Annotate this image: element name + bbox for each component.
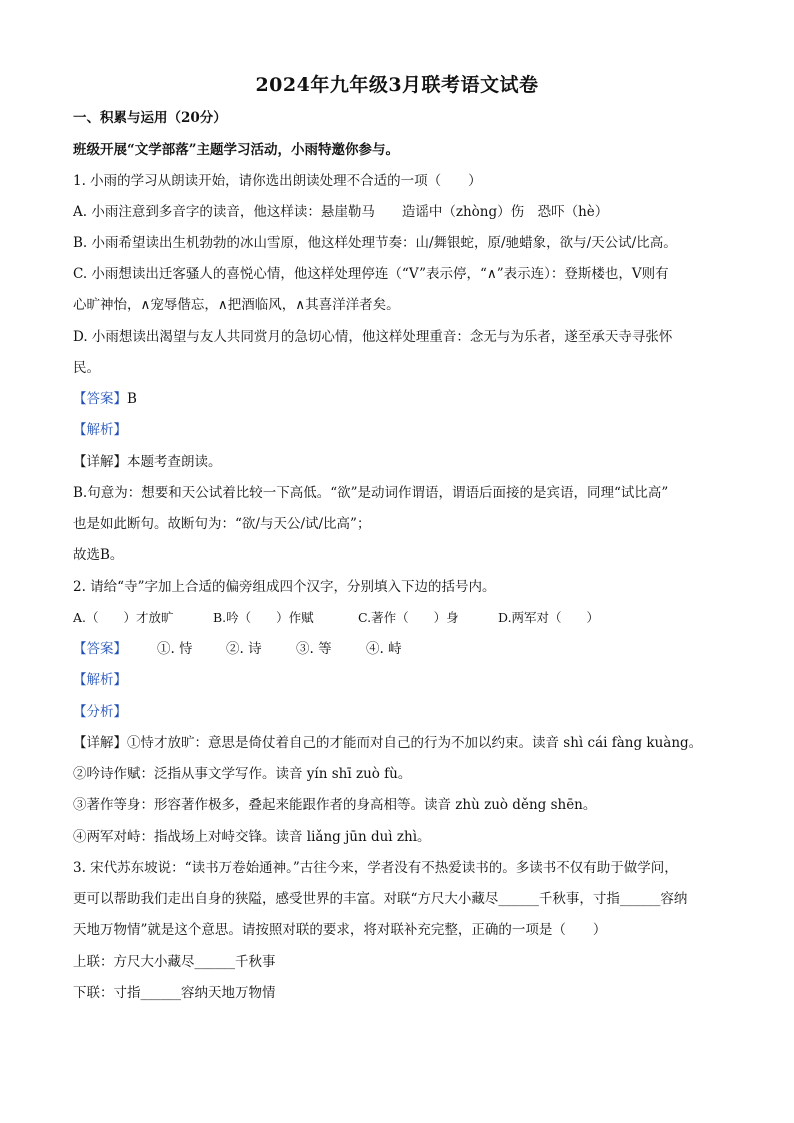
q3-stem: 3. 宋代苏东坡说：“读书万卷始通神。”古往今来，学者没有不热爱读书的。多读书不仅有助于做学问， bbox=[73, 860, 678, 876]
q1-option-b: B. 小雨希望读出生机勃勃的冰山雪原，他这样处理节奏：山/舞银蛇，原/驰蜡象，欲与/天公试/比高。 bbox=[73, 235, 677, 251]
q1-option-c-cont: 心旷神怡，∧宠辱偕忘，∧把酒临风，∧其喜洋洋者矣。 bbox=[73, 297, 400, 313]
q1-option-d-cont: 民。 bbox=[73, 360, 100, 376]
q2-option: D.两军对（ ） bbox=[498, 610, 600, 625]
q2-options bbox=[73, 608, 733, 628]
answer-item: ①. 恃 bbox=[157, 641, 193, 657]
q1-detail bbox=[73, 452, 733, 472]
answer-item: ④. 峙 bbox=[366, 641, 402, 657]
q2-detail-2: ②吟诗作赋：泛指从事文学写作。读音 yín shī zuò fù。 bbox=[73, 766, 412, 782]
q2-option: B.吟（ ）作赋 bbox=[213, 610, 314, 625]
detail-tag: 【详解】 bbox=[73, 454, 127, 470]
q2-stem: 2. 请给“寺”字加上合适的偏旁组成四个汉字，分别填入下边的括号内。 bbox=[73, 579, 496, 595]
answer-item: ②. 诗 bbox=[226, 641, 262, 657]
q1-option-c: C. 小雨想读出迁客骚人的喜悦心情，他这样处理停连（“V”表示停，“∧”表示连）：登斯楼也，V则有 bbox=[73, 266, 669, 282]
q2-option: C.著作（ ）身 bbox=[358, 610, 459, 625]
q1-option-d: D. 小雨想读出渴望与友人共同赏月的急切心情，他这样处理重音：念无与为乐者，遂至承天寺寻张怀 bbox=[73, 329, 673, 345]
page-title: 2024年九年级3月联考语文试卷 bbox=[255, 74, 539, 96]
q1-answer bbox=[73, 389, 733, 409]
answer-item: ③. 等 bbox=[296, 641, 332, 657]
q2-fenxi-tag: 【分析】 bbox=[73, 704, 127, 720]
q2-answer bbox=[73, 639, 733, 659]
q1-b-explain: B.句意为：想要和天公试着比较一下高低。“欲”是动词作谓语，谓语后面接的是宾语，同理“试比高” bbox=[73, 485, 669, 501]
q1-b-explain-cont: 也是如此断句。故断句为：“欲/与天公/试/比高”； bbox=[73, 516, 371, 532]
q2-analysis-tag: 【解析】 bbox=[73, 672, 127, 688]
activity-intro: 班级开展“文学部落”主题学习活动，小雨特邀你参与。 bbox=[73, 142, 400, 158]
q2-detail-1 bbox=[73, 733, 733, 753]
q3-upper-couplet: 上联：方尺大小藏尽______千秋事 bbox=[73, 954, 276, 970]
answer-tag: 【答案】 bbox=[73, 391, 127, 407]
section-heading: 一、积累与运用（20分） bbox=[73, 110, 227, 126]
detail-text: 本题考查朗读。 bbox=[127, 454, 222, 470]
detail-tag: 【详解】 bbox=[73, 735, 127, 751]
q2-detail-3: ③著作等身：形容著作极多，叠起来能跟作者的身高相等。读音 zhù zuò děng shēn。 bbox=[73, 797, 597, 813]
q2-option: A.（ ）才放旷 bbox=[73, 610, 174, 625]
answer-value: B bbox=[127, 391, 137, 407]
q3-lower-couplet: 下联：寸指______容纳天地万物情 bbox=[73, 985, 276, 1001]
q1-conclusion: 故选B。 bbox=[73, 547, 124, 563]
q2-detail-4: ④两军对峙：指战场上对峙交锋。读音 liǎng jūn duì zhì。 bbox=[73, 829, 431, 845]
q1-stem: 1. 小雨的学习从朗读开始，请你选出朗读处理不合适的一项（ ） bbox=[73, 173, 482, 189]
detail-text: ①恃才放旷：意思是倚仗着自己的才能而对自己的行为不加以约束。读音 shì cái fàng kuàng。 bbox=[127, 735, 703, 751]
answer-tag: 【答案】 bbox=[73, 641, 127, 657]
q1-option-a: A. 小雨注意到多音字的读音，他这样读：悬崖勒马 造谣中（zhòng）伤 恐吓（hè） bbox=[73, 204, 609, 220]
q3-stem-cont: 更可以帮助我们走出自身的狭隘，感受世界的丰富。对联“方尺大小藏尽______千秋事，寸指______容纳 bbox=[73, 891, 688, 907]
q1-analysis-tag: 【解析】 bbox=[73, 422, 127, 438]
q3-stem-cont: 天地万物情”就是这个意思。请按照对联的要求，将对联补充完整，正确的一项是（ ） bbox=[73, 922, 607, 938]
